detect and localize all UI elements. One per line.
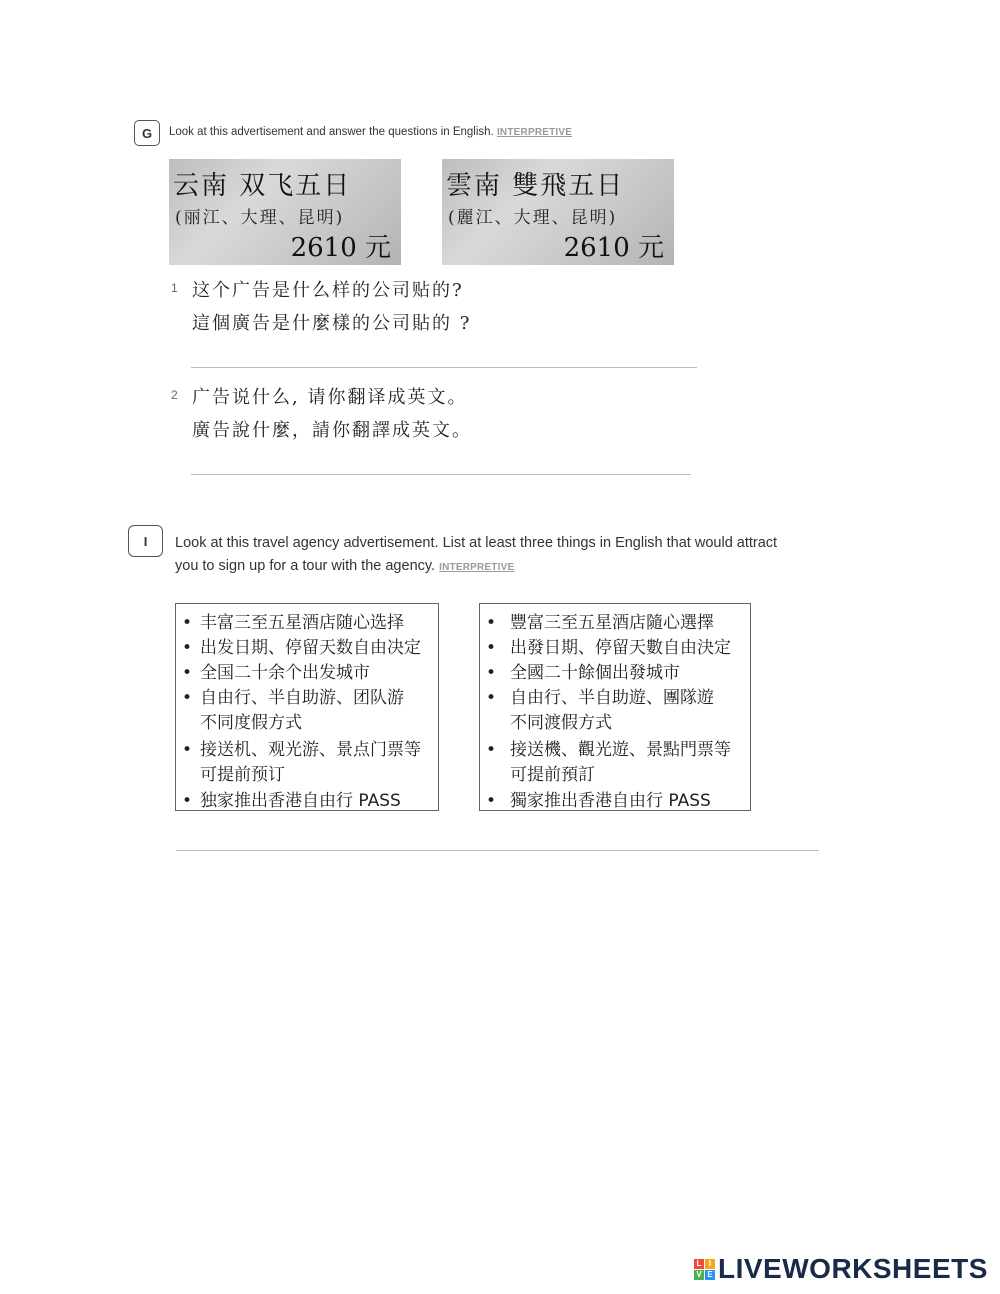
agency-list-simplified [175,603,439,811]
bullet-icon: • [182,663,193,683]
question-1-number: 1 [171,281,178,295]
ad-simplified-price: 2610 元 [290,233,391,263]
list-item-text: 自由行、半自助游、团队游 [200,688,404,708]
list-item [486,683,714,708]
list-item-text: 自由行、半自助遊、團隊遊 [510,688,714,708]
agency-list-traditional [479,603,751,811]
list-item-text: 豐富三至五星酒店隨心選擇 [510,613,714,633]
list-item-text: 出发日期、停留天数自由决定 [200,638,421,658]
list-item [182,683,404,708]
list-item [182,735,421,760]
section-g-badge [134,120,160,146]
list-item [486,760,595,785]
list-item [182,658,370,683]
question-2-traditional: 廣告說什麼，請你翻譯成英文。 [192,420,472,441]
list-item-text: 不同度假方式 [200,713,302,733]
list-item [486,608,714,633]
list-item [182,786,401,811]
list-item [182,608,404,633]
list-item-text: 独家推出香港自由行 PASS [200,791,401,811]
list-item [182,633,421,658]
list-item-text: 不同渡假方式 [510,713,612,733]
list-item-text: 可提前預訂 [510,765,595,785]
list-item [182,760,285,785]
section-i-tag: INTERPRETIVE [439,562,515,573]
list-item-text: 全国二十余个出发城市 [200,663,370,683]
list-item-text: 接送機、觀光遊、景點門票等 [510,740,731,760]
section-i-badge-label: I [143,533,148,549]
logo-letter-e: E [705,1270,715,1280]
bullet-icon: • [182,791,193,811]
bullet-icon: • [486,791,497,811]
bullet-icon: • [486,613,497,633]
list-item [486,658,680,683]
section-g-badge-label: G [141,125,153,141]
ad-traditional-title: 雲南 雙飛五日 [446,171,625,201]
bullet-icon: • [486,740,497,760]
list-item [182,708,302,733]
list-item [486,708,612,733]
logo-letter-v: V [694,1270,704,1280]
section-i-instruction-line2: you to sign up for a tour with the agency. [175,558,436,574]
question-2-simplified: 广告说什么, 请你翻译成英文。 [192,387,468,408]
bullet-icon: • [182,638,193,658]
list-item-text: 全國二十餘個出發城市 [510,663,680,683]
ad-simplified-title: 云南 双飞五日 [173,171,352,201]
liveworksheets-logo-icon [694,1259,715,1280]
bullet-icon: • [182,688,193,708]
section-i-answer-line[interactable] [176,850,819,851]
section-g-instruction [169,126,572,138]
bullet-icon: • [486,663,497,683]
bullet-icon: • [182,613,193,633]
liveworksheets-logo-text: LIVEWORKSHEETS [718,1253,988,1284]
section-i-badge [128,525,163,557]
section-i-instruction [175,532,835,579]
list-item-text: 出發日期、停留天數自由決定 [510,638,731,658]
list-item-text: 獨家推出香港自由行 PASS [510,791,711,811]
ad-photo-simplified [169,159,401,265]
liveworksheets-logo [694,1253,988,1285]
list-item-text: 接送机、观光游、景点门票等 [200,740,421,760]
section-i-instruction-line2-wrap [175,555,835,579]
section-g-instruction-text: Look at this advertisement and answer the questions in English. [169,126,494,138]
ad-simplified-cities: (丽江、大理、昆明) [175,208,345,228]
ad-traditional-price: 2610 元 [563,233,664,263]
question-1-traditional: 這個廣告是什麼樣的公司貼的 ? [192,313,472,334]
list-item [486,735,731,760]
bullet-icon: • [486,688,497,708]
section-i-instruction-line1: Look at this travel agency advertisement. List at least three things in English that would attract [175,535,778,551]
list-item [486,633,731,658]
bullet-icon: • [486,638,497,658]
question-2-answer-line[interactable] [191,474,691,475]
section-g-tag: INTERPRETIVE [496,127,573,138]
bullet-icon: • [182,740,193,760]
question-1-simplified: 这个广告是什么样的公司贴的? [192,280,464,301]
list-item [486,786,711,811]
logo-letter-l: L [694,1259,704,1269]
ad-traditional-cities: (麗江、大理、昆明) [448,208,618,228]
ad-photo-traditional [442,159,674,265]
list-item-text: 可提前预订 [200,765,285,785]
question-2-number: 2 [171,388,178,402]
question-1-answer-line[interactable] [191,367,697,368]
logo-letter-i: I [705,1259,715,1269]
list-item-text: 丰富三至五星酒店随心选择 [200,613,404,633]
